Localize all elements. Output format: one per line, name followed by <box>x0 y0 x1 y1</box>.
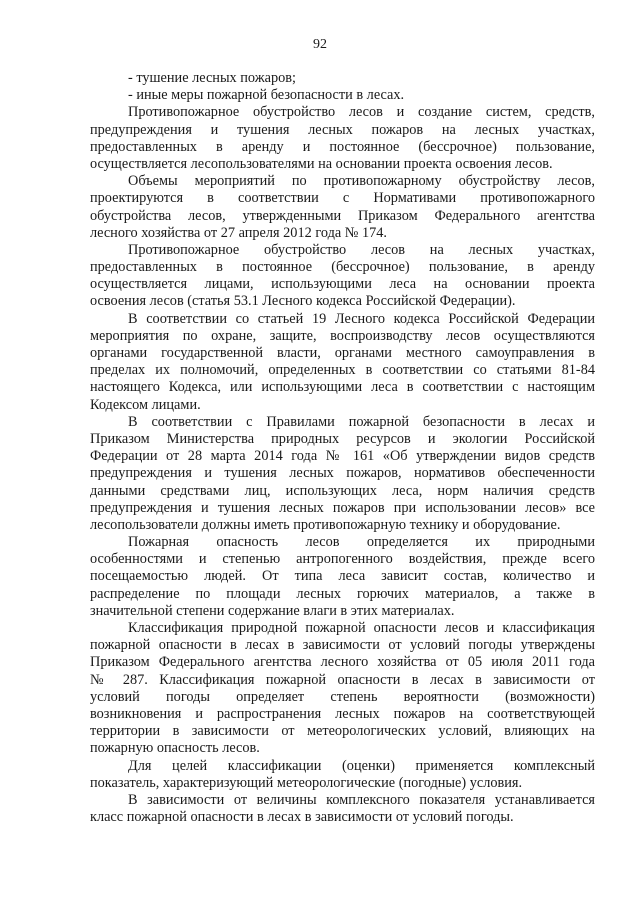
text-line: Для целей классификации (оценки) применяется комплексный <box>128 757 595 774</box>
text-line: № 287. Классификация пожарной опасности в лесах в зависимости от <box>90 671 595 688</box>
text-line: - иные меры пожарной безопасности в лесах. <box>128 87 405 104</box>
text-line: обустройства лесов, утвержденными Приказом Федерального агентства <box>90 207 595 224</box>
text-line: Федерации от 28 марта 2014 года № 161 «Об утверждении видов средств <box>90 448 595 465</box>
paragraph <box>90 242 595 311</box>
text-line: мероприятия по охране, защите, воспроизводству лесов осуществляются <box>90 327 595 344</box>
text-line: предоставленных в постоянное (бессрочное) пользование, в аренду <box>90 259 595 276</box>
text-line: класс пожарной опасности в лесах в зависимости от условий погоды. <box>90 809 514 826</box>
text-line: органами государственной власти, органами местного самоуправления в <box>90 345 595 361</box>
list-item <box>90 70 595 87</box>
text-line: - тушение лесных пожаров; <box>128 70 296 86</box>
paragraph <box>90 104 595 173</box>
paragraph <box>90 311 595 414</box>
text-line: Классификация природной пожарной опасности лесов и классификация <box>128 620 595 636</box>
paragraph <box>90 173 595 242</box>
text-line: данными средствами лиц, использующих леса, норм наличия средств <box>90 482 595 499</box>
text-line: освоения лесов (статья 53.1 Лесного кодекса Российской Федерации). <box>90 293 516 310</box>
text-line: распределение по площади лесных горючих материалов, а также в <box>90 585 595 602</box>
text-line: Противопожарное обустройство лесов на лесных участках, <box>128 241 595 258</box>
text-line: показатель, характеризующий метеорологические (погодные) условия. <box>90 774 523 791</box>
text-line: осуществляется лесопользователями на основании проекта освоения лесов. <box>90 155 553 172</box>
text-line: значительной степени содержание влаги в этих материалах. <box>90 602 455 619</box>
text-line: предупреждения и тушения лесных пожаров при использовании лесов» все <box>90 499 595 516</box>
text-line: Пожарная опасность лесов определяется их природными <box>128 534 595 551</box>
paragraph <box>90 414 595 534</box>
text-line: настоящего Кодекса, или использующими леса в соответствии с настоящим <box>90 379 595 396</box>
text-line: Приказом Министерства природных ресурсов и экологии Российской <box>90 430 595 447</box>
text-line: предоставленных в аренду и постоянное (бессрочное) пользование, <box>90 138 595 155</box>
text-line: В соответствии с Правилами пожарной безопасности в лесах и <box>128 413 595 430</box>
text-line: пределах их полномочий, определенных в соответствии со статьями 81-84 <box>90 362 595 379</box>
paragraph <box>90 620 595 758</box>
text-line: Кодексом лицами. <box>90 396 201 413</box>
text-line: Противопожарное обустройство лесов и создание систем, средств, <box>128 104 595 121</box>
text-line: осуществляется лицами, использующими леса на основании проекта <box>90 276 595 293</box>
text-line: пожарной опасности в лесах в зависимости от условий погоды утверждены <box>90 637 595 654</box>
text-line: Приказом Федерального агентства лесного хозяйства от 05 июля 2011 года <box>90 654 595 671</box>
text-line: В соответствии со статьей 19 Лесного кодекса Российской Федерации <box>128 310 595 327</box>
document-body <box>90 70 595 826</box>
text-line: территории в зависимости от метеорологических условий, влияющих на <box>90 723 595 740</box>
page-number: 92 <box>313 37 327 52</box>
list-item <box>90 87 595 104</box>
text-line: условий погоды определяет степень вероятности (возможности) <box>90 688 595 705</box>
text-line: возникновения и распространения лесных пожаров на соответствующей <box>90 705 595 722</box>
paragraph <box>90 534 595 620</box>
text-line: пожарную опасность лесов. <box>90 740 260 757</box>
text-line: посещаемостью людей. От типа леса зависит состав, количество и <box>90 568 595 585</box>
text-line: предупреждения и тушения лесных пожаров, нормативов обеспеченности <box>90 465 595 482</box>
paragraph <box>90 792 595 826</box>
text-line: проектируются в соответствии с Нормативами противопожарного <box>90 190 595 207</box>
paragraph <box>90 758 595 792</box>
text-line: предупреждения и тушения лесных пожаров на лесных участках, <box>90 121 595 138</box>
text-line: лесного хозяйства от 27 апреля 2012 года № 174. <box>90 224 387 241</box>
text-line: В зависимости от величины комплексного показателя устанавливается <box>128 791 595 808</box>
text-line: особенностями и степенью антропогенного воздействия, прежде всего <box>90 551 595 568</box>
text-line: лесопользователи должны иметь противопожарную технику и оборудование. <box>90 516 561 533</box>
text-line: Объемы мероприятий по противопожарному обустройству лесов, <box>128 173 595 190</box>
